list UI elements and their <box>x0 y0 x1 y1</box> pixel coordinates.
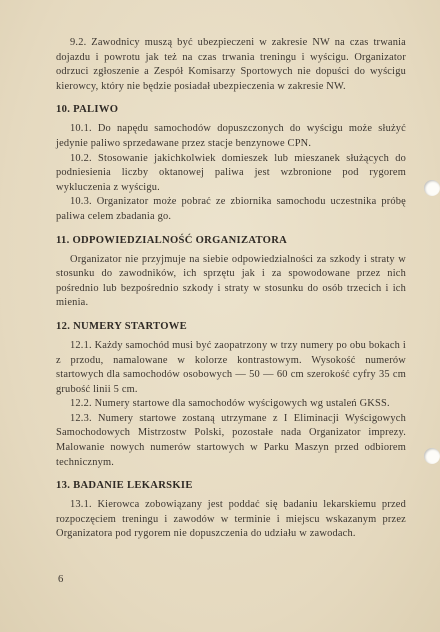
heading-paliwo: 10. PALIWO <box>56 104 119 116</box>
heading-badanie-lekarskie: 13. BADANIE LEKARSKIE <box>56 480 193 492</box>
paragraph-9-2: 9.2. Zawodnicy muszą być ubezpieczeni w zakresie NW na czas trwania dojazdu i powrotu jak też na czas trwania treningu i wyścigu. Organizator odrzuci zgłoszenie a Zespół Komisarzy Sportowych nie dopuści do wyścigu kierowcy, który nie będzie posiadał ubezpieczenia w zakresie NW. <box>56 37 406 92</box>
page-number: 6 <box>58 574 64 585</box>
punch-hole <box>424 180 440 196</box>
paragraph-12-3: 12.3. Numery startowe zostaną utrzymane z I Eliminacji Wyścigowych Samochodowych Mistrzostw Polski, pozostałe nada Organizator imprezy. Malowanie nowych numerów startowych w Parku Maszyn przed odbiorem technicznym. <box>56 412 406 468</box>
heading-odpowiedzialnosc: 11. ODPOWIEDZIALNOŚĆ ORGANIZATORA <box>56 234 288 246</box>
paragraph-10-1: 10.1. Do napędu samochodów dopuszczonych do wyścigu może służyć jedynie paliwo sprzedawane przez stacje benzynowe CPN. <box>56 123 406 149</box>
paragraph-11: Organizator nie przyjmuje na siebie odpowiedzialności za szkody i straty w stosunku do zawodników, ich sprzętu jak i za spowodowane przez nich pośrednio lub bezpośrednio szkody i straty w stosunku do osób trzecich i ich mienia. <box>56 253 406 309</box>
paragraph-10-3: 10.3. Organizator może pobrać ze zbiornika samochodu uczestnika próbę paliwa celem zbadania go. <box>56 196 406 222</box>
heading-numery-startowe: 12. NUMERY STARTOWE <box>56 320 188 332</box>
paragraph-10-2: 10.2. Stosowanie jakichkolwiek domieszek lub mieszanek służących do podniesienia liczby oktanowej paliwa jest wzbronione pod rygorem wykluczenia z wyścigu. <box>56 152 406 193</box>
paragraph-12-1: 12.1. Każdy samochód musi być zaopatrzony w trzy numery po obu bokach i z przodu, namalowane w kolorze kontrastowym. Wysokość numerów startowych dla samochodów osobowych — 50 — 60 cm szerokość cyfry 35 cm grubość linii 5 cm. <box>56 339 406 395</box>
paragraph-13-1: 13.1. Kierowca zobowiązany jest poddać się badaniu lekarskiemu przed rozpoczęciem treningu i zawodów w terminie i miejscu wskazanym przez Organizatora pod rygorem nie dopuszczenia do udziału w zawodach. <box>56 499 406 540</box>
paragraph-12-2: 12.2. Numery startowe dla samochodów wyścigowych wg ustaleń GKSS. <box>70 398 390 410</box>
punch-hole <box>424 448 440 464</box>
